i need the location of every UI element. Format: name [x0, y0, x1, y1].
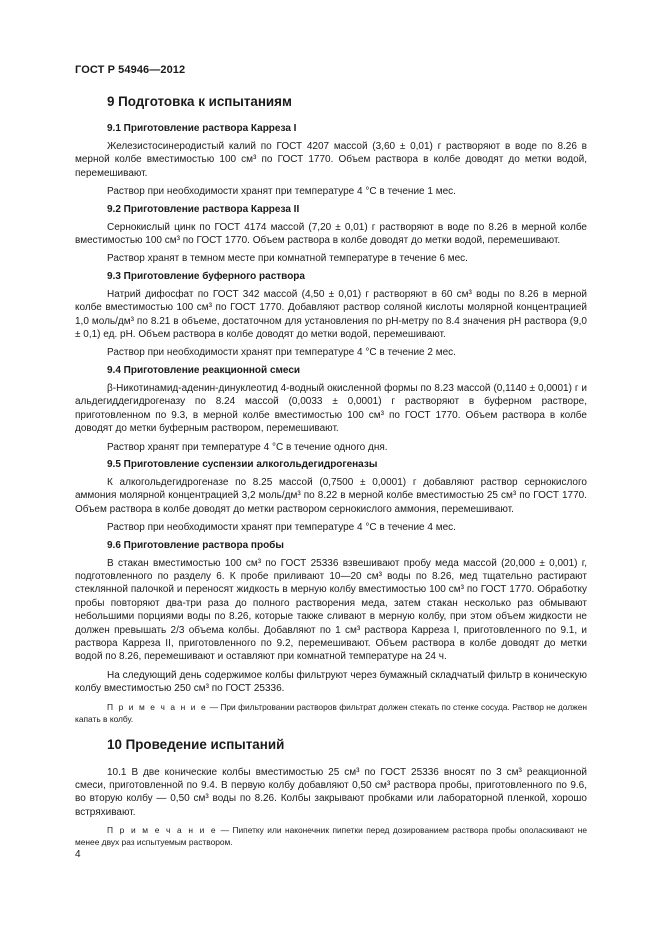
- page-content: [75, 94, 587, 848]
- paragraph: К алкогольдегидрогеназе по 8.25 массой (0,7500 ± 0,0001) г добавляют раствор сернокислого аммония молярной концентрацией 3,2 моль/дм³ по 8.22 в мерной колбе вместимостью 25 см³ по ГОСТ 1770. Объем раствора в колбе доводят до метки раствором сернокислого аммония, перемешивают.: [75, 476, 587, 515]
- note-text: — Пипетку или наконечник пипетки перед дозированием раствора пробы ополаскивают не менее двух раз испытуемым раствором.: [75, 825, 587, 848]
- section-9: [75, 123, 587, 725]
- subsection-9-2-title: 9.2 Приготовление раствора Карреза II: [107, 203, 300, 215]
- paragraph: β-Никотинамид-аденин-динуклеотид 4-водный окисленной формы по 8.23 массой (0,1140 ± 0,0001) г и альдегиддегидрогеназу по 8.24 массой (0,0033 ± 0,0001) г растворяют в буферном растворе, приготовленном по 9.3, в мерной колбе вместимостью 100 см³ по ГОСТ 1770. Объем раствора в колбе доводят до метки буферным раствором, перемешивают.: [75, 382, 587, 435]
- paragraph: На следующий день содержимое колбы фильтруют через бумажный складчатый фильтр в коническую колбу вместимостью 250 см³ по ГОСТ 25336.: [75, 669, 587, 695]
- paragraph: Натрий дифосфат по ГОСТ 342 массой (4,50 ± 0,01) г растворяют в 60 см³ воды по 8.26 в мерной колбе вместимостью 100 см³ по ГОСТ 1770. Добавляют раствор соляной кислоты молярной концентрацией 1,0 моль/дм³ по 8.21 в объеме, достаточном для установления по рН-метру по 8.4 значения рН раствора (9,0 ± 0,1) ед. рН. Объем раствора в колбе доводят до метки водой, перемешивают.: [75, 288, 587, 341]
- paragraph: Железистосинеродистый калий по ГОСТ 4207 массой (3,60 ± 0,01) г растворяют в воде по 8.26 в мерной колбе вместимостью 100 см³ по ГОСТ 1770. Объем раствора в колбе доводят до метки водой, перемешивают.: [75, 141, 587, 179]
- paragraph: Раствор хранят при температуре 4 °С в течение одного дня.: [107, 441, 388, 453]
- paragraph: Раствор хранят в темном месте при комнатной температуре в течение 6 мес.: [107, 253, 468, 265]
- paragraph: Сернокислый цинк по ГОСТ 4174 массой (7,20 ± 0,01) г растворяют в воде по 8.26 в мерной колбе вместимостью 100 см³ по ГОСТ 1770. Объем раствора в колбе доводят до метки водой, перемешивают.: [75, 221, 587, 247]
- note-9-6: [75, 701, 587, 725]
- paragraph: 10.1 В две конические колбы вместимостью 25 см³ по ГОСТ 25336 вносят по 3 см³ реакционной смеси, приготовленной по 9.4. В первую колбу добавляют 0,50 см³ раствора пробы, приготовленного по 9.6, во вторую колбу — 0,50 см³ воды по 8.26. Колбы закрывают пробками или лабораторной пленкой, хорошо встряхивают.: [75, 766, 587, 818]
- paragraph: В стакан вместимостью 100 см³ по ГОСТ 25336 взвешивают пробу меда массой (20,000 ± 0,001) г, подготовленного по разделу 6. К пробе приливают 10—20 см³ воды по 8.26, мед тщательно растирают стеклянной палочкой и переносят жидкость в мерную колбу вместимостью 100 см³ по ГОСТ 1770. Обработку пробы повторяют два-три раза до полного растворения меда, затем стакан несколько раз обмывают небольшими порциями воды по 8.26, которые также сливают в мерную колбу, при этом объем жидкости не должен превышать 2/3 объема колбы. Добавляют по 1 см³ раствора Карреза I, приготовленного по 9.1, и раствора Карреза II, приготовленного по 9.2, перемешивают. Объем раствора в колбе доводят до метки водой по 8.26, перемешивают и оставляют при комнатной температуре на 24 ч.: [75, 557, 587, 663]
- note-10-1: [75, 824, 587, 848]
- subsection-9-5-title: 9.5 Приготовление суспензии алкогольдегидрогеназы: [107, 458, 378, 470]
- subsection-9-1-title: 9.1 Приготовление раствора Карреза I: [107, 123, 297, 134]
- note-label: П р и м е ч а н и е: [107, 825, 218, 836]
- paragraph: Раствор при необходимости хранят при температуре 4 °С в течение 1 мес.: [107, 186, 456, 198]
- paragraph: Раствор при необходимости хранят при температуре 4 °С в течение 2 мес.: [107, 347, 456, 359]
- subsection-9-4-title: 9.4 Приготовление реакционной смеси: [107, 364, 301, 376]
- section-9-title: 9 Подготовка к испытаниям: [107, 94, 292, 109]
- note-label: П р и м е ч а н и е: [107, 701, 208, 712]
- section-10-title: 10 Проведение испытаний: [107, 736, 285, 752]
- paragraph: Раствор при необходимости хранят при температуре 4 °С в течение 4 мес.: [107, 522, 456, 534]
- subsection-9-3-title: 9.3 Приготовление буферного раствора: [107, 270, 305, 282]
- page-number: 4: [75, 849, 81, 860]
- subsection-9-6-title: 9.6 Приготовление раствора пробы: [107, 539, 284, 551]
- note-text: — При фильтровании растворов фильтрат должен стекать по стенке сосуда. Раствор не должен капать в колбу.: [75, 701, 587, 724]
- running-header: ГОСТ Р 54946—2012: [75, 64, 186, 76]
